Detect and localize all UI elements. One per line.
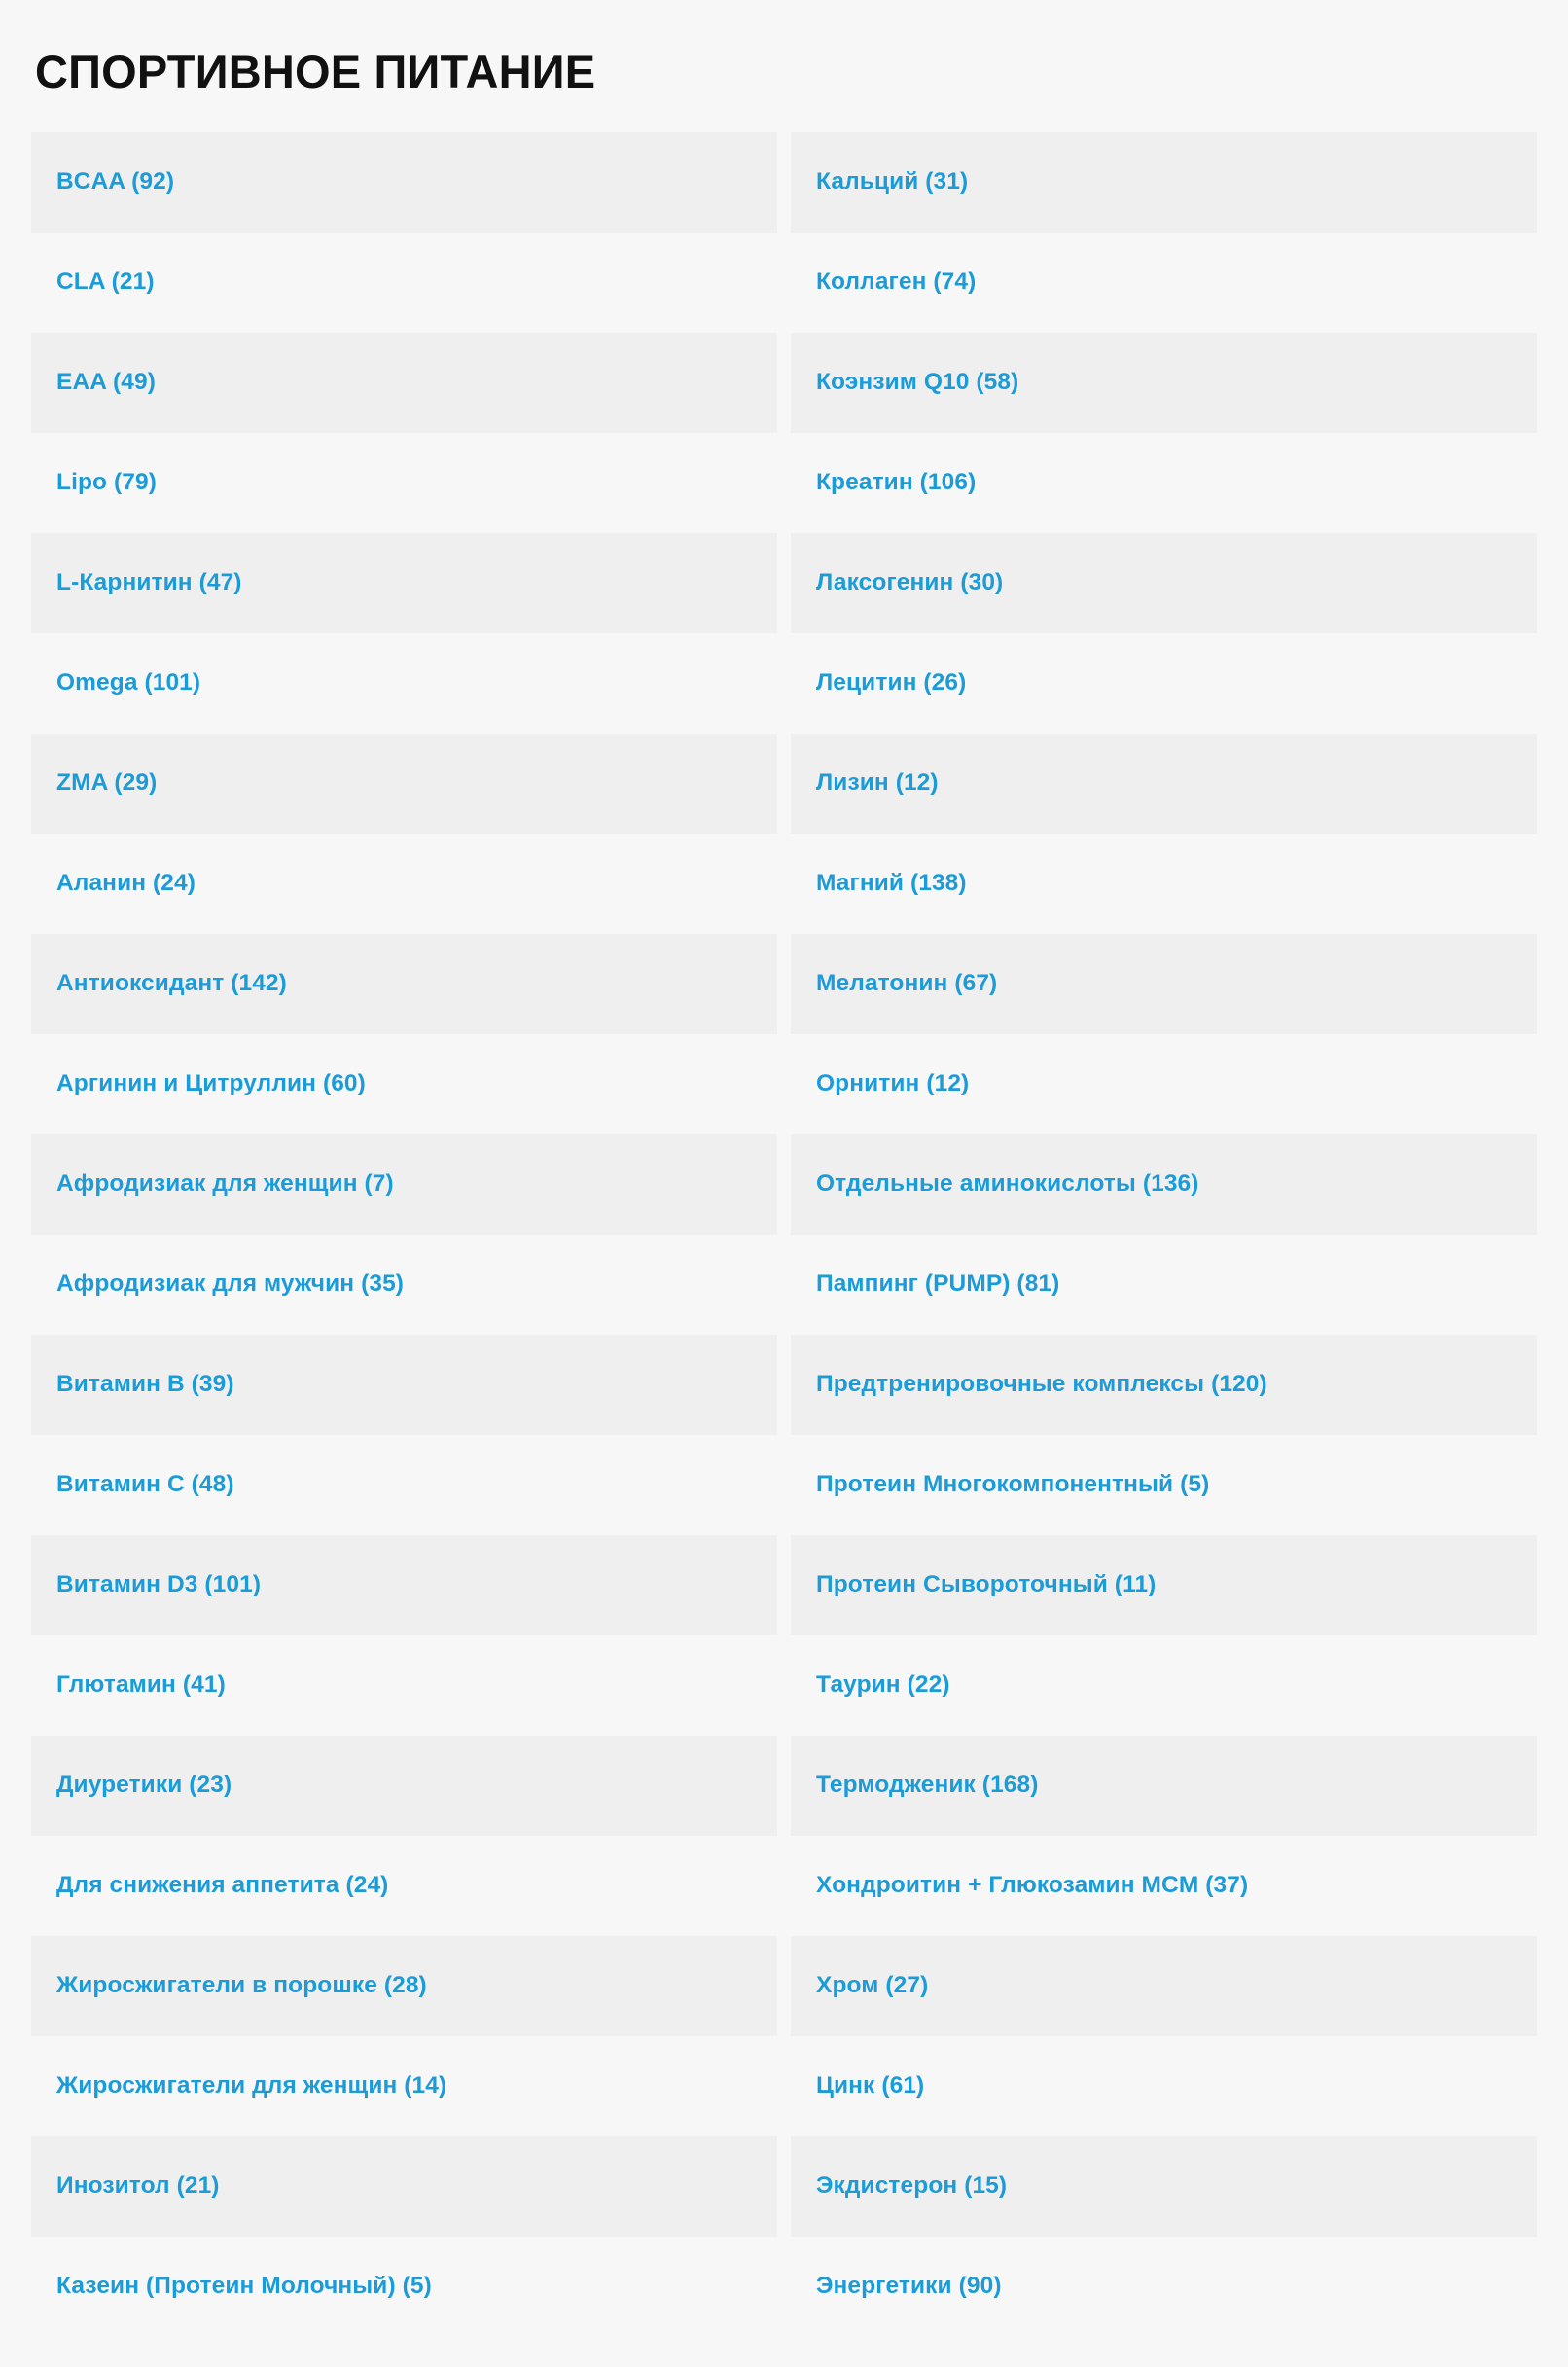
category-label: Жиросжигатели для женщин (14) (56, 2072, 447, 2099)
page-title: СПОРТИВНОЕ ПИТАНИЕ (35, 46, 596, 97)
category-label: Инозитол (21) (56, 2172, 220, 2200)
category-label: Кальций (31) (816, 168, 969, 196)
category-label: Лецитин (26) (816, 669, 967, 697)
category-link[interactable] (791, 2136, 1537, 2237)
category-link[interactable] (31, 1134, 777, 1235)
category-link[interactable] (791, 1134, 1537, 1235)
category-link[interactable] (31, 1435, 777, 1535)
category-label: Жиросжигатели в порошке (28) (56, 1972, 427, 1999)
category-label: Афродизиак для мужчин (35) (56, 1271, 405, 1298)
category-label: Цинк (61) (816, 2072, 925, 2099)
category-label: Аланин (24) (56, 870, 196, 897)
category-link[interactable] (791, 333, 1537, 433)
category-label: Магний (138) (816, 870, 967, 897)
category-label: Орнитин (12) (816, 1070, 970, 1097)
category-label: Витамин B (39) (56, 1371, 234, 1398)
category-label: Лаксогенин (30) (816, 569, 1004, 596)
category-link[interactable] (791, 2237, 1537, 2337)
category-link[interactable] (31, 2036, 777, 2136)
category-grid (31, 132, 1537, 2337)
category-link[interactable] (31, 1335, 777, 1435)
category-link[interactable] (791, 633, 1537, 734)
category-label: Экдистерон (15) (816, 2172, 1008, 2200)
category-label: Коэнзим Q10 (58) (816, 369, 1019, 396)
category-link[interactable] (31, 233, 777, 333)
category-column-right (791, 132, 1537, 2337)
category-link[interactable] (31, 533, 777, 633)
category-link[interactable] (791, 1435, 1537, 1535)
category-label: Антиоксидант (142) (56, 970, 287, 997)
category-link[interactable] (791, 1836, 1537, 1936)
category-label: Таурин (22) (816, 1671, 950, 1699)
category-link[interactable] (31, 1836, 777, 1936)
category-link[interactable] (31, 633, 777, 734)
category-label: Казеин (Протеин Молочный) (5) (56, 2273, 432, 2300)
category-link[interactable] (791, 1235, 1537, 1335)
category-column-left (31, 132, 777, 2337)
category-link[interactable] (31, 1535, 777, 1635)
category-link[interactable] (791, 2036, 1537, 2136)
category-label: Креатин (106) (816, 469, 977, 496)
category-label: ZMA (29) (56, 770, 158, 797)
category-link[interactable] (791, 1335, 1537, 1435)
category-label: Хондроитин + Глюкозамин MCM (37) (816, 1872, 1249, 1899)
category-label: Термодженик (168) (816, 1772, 1039, 1799)
category-link[interactable] (791, 1034, 1537, 1134)
category-label: Мелатонин (67) (816, 970, 998, 997)
category-label: Лизин (12) (816, 770, 939, 797)
category-link[interactable] (791, 1936, 1537, 2036)
category-link[interactable] (791, 734, 1537, 834)
category-link[interactable] (31, 1235, 777, 1335)
category-link[interactable] (791, 834, 1537, 934)
category-label: BCAA (92) (56, 168, 175, 196)
category-label: Пампинг (PUMP) (81) (816, 1271, 1060, 1298)
category-link[interactable] (31, 1736, 777, 1836)
category-label: CLA (21) (56, 269, 155, 296)
category-link[interactable] (791, 934, 1537, 1034)
category-link[interactable] (31, 333, 777, 433)
category-link[interactable] (791, 533, 1537, 633)
category-link[interactable] (791, 233, 1537, 333)
category-link[interactable] (31, 1034, 777, 1134)
category-label: EAA (49) (56, 369, 156, 396)
category-label: Для снижения аппетита (24) (56, 1872, 389, 1899)
category-label: Lipo (79) (56, 469, 157, 496)
category-label: Витамин D3 (101) (56, 1571, 262, 1598)
category-link[interactable] (791, 1736, 1537, 1836)
category-label: Афродизиак для женщин (7) (56, 1170, 394, 1198)
category-link[interactable] (31, 834, 777, 934)
category-label: Глютамин (41) (56, 1671, 226, 1699)
category-label: Протеин Многокомпонентный (5) (816, 1471, 1210, 1498)
category-link[interactable] (791, 1535, 1537, 1635)
category-label: Отдельные аминокислоты (136) (816, 1170, 1199, 1198)
category-label: L-Карнитин (47) (56, 569, 242, 596)
category-label: Протеин Сывороточный (11) (816, 1571, 1157, 1598)
category-label: Витамин C (48) (56, 1471, 234, 1498)
category-label: Аргинин и Цитруллин (60) (56, 1070, 366, 1097)
category-link[interactable] (791, 1635, 1537, 1736)
category-link[interactable] (31, 2136, 777, 2237)
category-link[interactable] (31, 132, 777, 233)
category-label: Диуретики (23) (56, 1772, 232, 1799)
category-link[interactable] (31, 433, 777, 533)
category-link[interactable] (31, 1635, 777, 1736)
category-link[interactable] (31, 1936, 777, 2036)
category-link[interactable] (31, 734, 777, 834)
category-link[interactable] (791, 132, 1537, 233)
category-label: Коллаген (74) (816, 269, 977, 296)
category-label: Omega (101) (56, 669, 201, 697)
category-label: Хром (27) (816, 1972, 929, 1999)
category-label: Предтренировочные комплексы (120) (816, 1371, 1267, 1398)
category-link[interactable] (791, 433, 1537, 533)
category-link[interactable] (31, 934, 777, 1034)
category-link[interactable] (31, 2237, 777, 2337)
category-label: Энергетики (90) (816, 2273, 1002, 2300)
